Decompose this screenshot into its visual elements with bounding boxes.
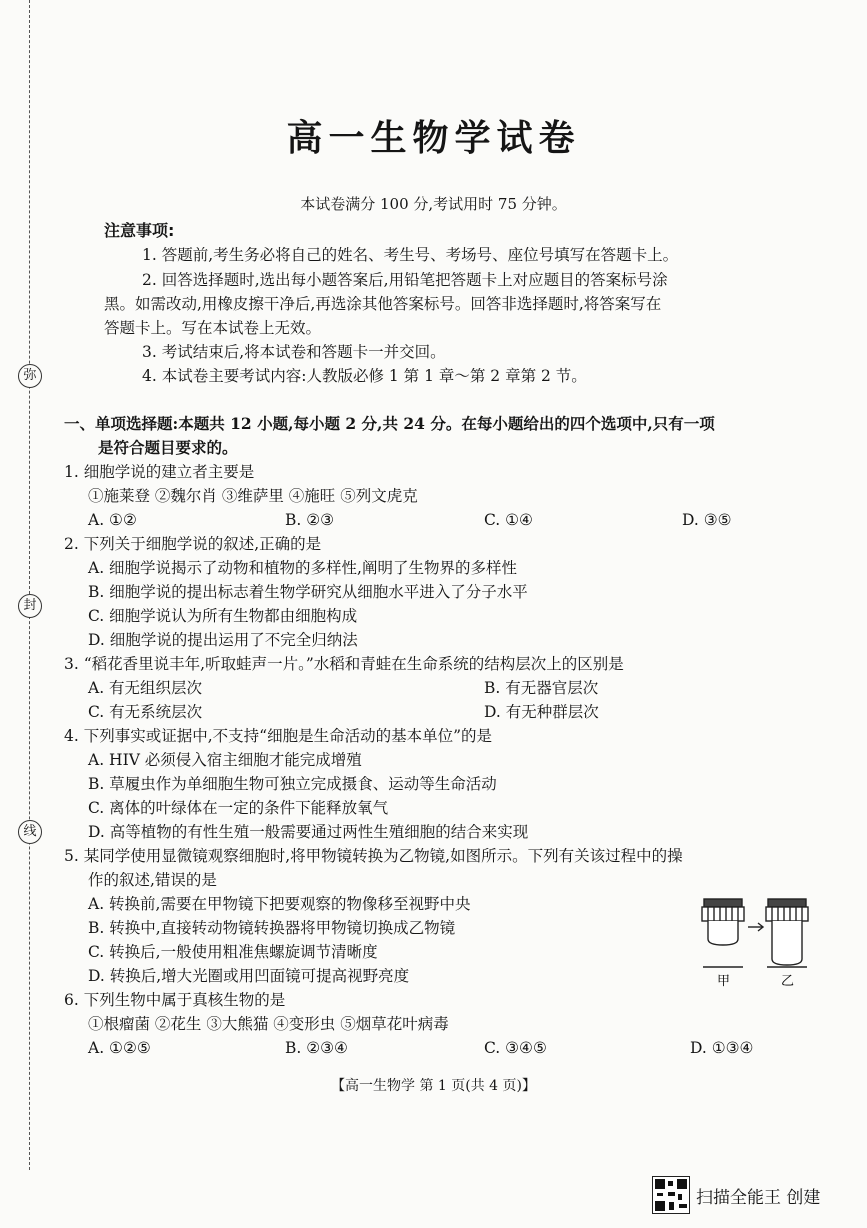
question-stem: 4. 下列事实或证据中,不支持“细胞是生命活动的基本单位”的是 [64, 727, 492, 745]
question-items: ①根瘤菌 ②花生 ③大熊猫 ④变形虫 ⑤烟草花叶病毒 [88, 1015, 449, 1033]
option-a: A. 转换前,需要在甲物镜下把要观察的物像移至视野中央 [88, 895, 471, 913]
objective-lens-figure [700, 895, 810, 990]
exam-info: 本试卷满分 100 分,考试用时 75 分钟。 [300, 195, 567, 213]
question-stem: 5. 某同学使用显微镜观察细胞时,将甲物镜转换为乙物镜,如图所示。下列有关该过程中的操 [64, 847, 683, 865]
qr-code-icon [652, 1176, 690, 1214]
option-a: A. HIV 必须侵入宿主细胞才能完成增殖 [88, 751, 362, 769]
option-c: C. 有无系统层次 [88, 703, 203, 721]
note-line: 4. 本试卷主要考试内容:人教版必修 1 第 1 章～第 2 章第 2 节。 [142, 367, 587, 385]
question-stem: 2. 下列关于细胞学说的叙述,正确的是 [64, 535, 322, 553]
option-c: C. 细胞学说认为所有生物都由细胞构成 [88, 607, 358, 625]
option-b: B. 有无器官层次 [484, 679, 599, 697]
seal-mi: 弥 [18, 364, 42, 388]
section-heading-cont: 是符合题目要求的。 [98, 438, 238, 457]
option-d: D. ①③④ [690, 1039, 754, 1057]
option-b: B. ②③ [285, 511, 335, 529]
note-line: 3. 考试结束后,将本试卷和答题卡一并交回。 [142, 343, 446, 361]
option-c: C. 离体的叶绿体在一定的条件下能释放氧气 [88, 799, 389, 817]
option-d: D. ③⑤ [682, 511, 732, 529]
objective-yi [766, 899, 808, 967]
seal-xian: 线 [18, 820, 42, 844]
option-b: B. 转换中,直接转动物镜转换器将甲物镜切换成乙物镜 [88, 919, 456, 937]
option-d: D. 转换后,增大光圈或用凹面镜可提高视野亮度 [88, 967, 410, 985]
page-title: 高一生物学试卷 [286, 118, 581, 159]
option-b: B. 草履虫作为单细胞生物可独立完成摄食、运动等生命活动 [88, 775, 497, 793]
question-stem-cont: 作的叙述,错误的是 [88, 871, 217, 889]
question-stem: 1. 细胞学说的建立者主要是 [64, 463, 255, 481]
note-line: 黑。如需改动,用橡皮擦干净后,再选涂其他答案标号。回答非选择题时,将答案写在 [104, 295, 662, 313]
note-line: 答题卡上。写在本试卷上无效。 [104, 319, 322, 337]
arrow-icon [748, 923, 763, 931]
binding-dashed-line [29, 0, 30, 1170]
notes-heading: 注意事项: [104, 221, 175, 240]
option-d: D. 有无种群层次 [484, 703, 599, 721]
note-line: 1. 答题前,考生务必将自己的姓名、考生号、考场号、座位号填写在答题卡上。 [142, 246, 679, 264]
option-c: C. 转换后,一般使用粗准焦螺旋调节清晰度 [88, 943, 378, 961]
figure-label-jia: 甲 [717, 974, 731, 989]
section-heading: 一、单项选择题:本题共 12 小题,每小题 2 分,共 24 分。在每小题给出的四个选项中,只有一项 [64, 414, 715, 433]
question-items: ①施莱登 ②魏尔肖 ③维萨里 ④施旺 ⑤列文虎克 [88, 487, 418, 505]
option-d: D. 细胞学说的提出运用了不完全归纳法 [88, 631, 358, 649]
option-c: C. ①④ [484, 511, 533, 529]
figure-label-yi: 乙 [781, 974, 795, 989]
page-footer: 【高一生物学 第 1 页(共 4 页)】 [331, 1078, 536, 1094]
scanner-watermark: 扫描全能王 创建 [696, 1188, 821, 1208]
objective-jia [702, 899, 744, 967]
option-c: C. ③④⑤ [484, 1039, 547, 1057]
option-a: A. 有无组织层次 [88, 679, 203, 697]
seal-feng: 封 [18, 594, 42, 618]
option-d: D. 高等植物的有性生殖一般需要通过两性生殖细胞的结合来实现 [88, 823, 529, 841]
option-b: B. ②③④ [285, 1039, 348, 1057]
question-stem: 6. 下列生物中属于真核生物的是 [64, 991, 286, 1009]
option-b: B. 细胞学说的提出标志着生物学研究从细胞水平进入了分子水平 [88, 583, 528, 601]
option-a: A. 细胞学说揭示了动物和植物的多样性,阐明了生物界的多样性 [88, 559, 517, 577]
note-line: 2. 回答选择题时,选出每小题答案后,用铅笔把答题卡上对应题目的答案标号涂 [142, 271, 668, 289]
option-a: A. ①② [88, 511, 137, 529]
option-a: A. ①②⑤ [88, 1039, 151, 1057]
question-stem: 3. “稻花香里说丰年,听取蛙声一片。”水稻和青蛙在生命系统的结构层次上的区别是 [64, 655, 624, 673]
